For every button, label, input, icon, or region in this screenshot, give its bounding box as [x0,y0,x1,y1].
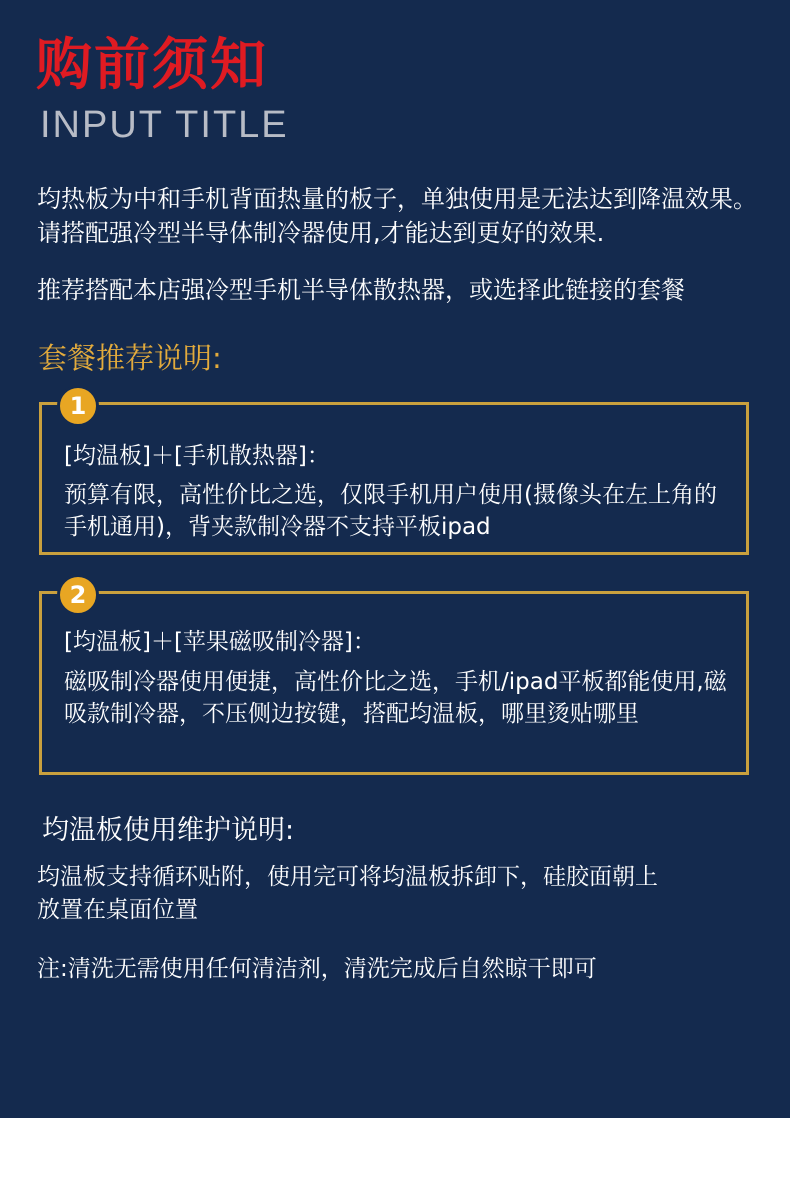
package-number-badge-1: 1 [57,385,99,427]
maintenance-heading: 均温板使用维护说明: [42,815,295,846]
package-section-heading: 套餐推荐说明: [38,341,222,375]
maintenance-paragraph: 均温板支持循环贴附，使用完可将均温板拆卸下，硅胶面朝上放置在桌面位置 [37,864,658,923]
package-description-1: 预算有限，高性价比之选，仅限手机用户使用(摄像头在左上角的手机通用)，背夹款制冷器不支持平板ipad [64,482,717,540]
page-subtitle: INPUT TITLE [40,104,289,146]
cleaning-note: 注:清洗无需使用任何清洁剂，清洗完成后自然晾干即可 [37,956,597,982]
recommendation-paragraph: 推荐搭配本店强冷型手机半导体散热器，或选择此链接的套餐 [37,276,685,304]
page-title: 购前须知 [36,33,268,98]
package-name-1: [均温板]＋[手机散热器]： [64,443,330,469]
intro-paragraph: 均热板为中和手机背面热量的板子，单独使用是无法达到降温效果。请搭配强冷型半导体制冷器使用,才能达到更好的效果. [37,185,757,247]
package-description-2: 磁吸制冷器使用便捷，高性价比之选，手机/ipad平板都能使用,磁吸款制冷器，不压侧边按键，搭配均温板，哪里烫贴哪里 [64,669,727,727]
package-name-2: [均温板]＋[苹果磁吸制冷器]： [64,629,376,655]
package-number-badge-2: 2 [57,574,99,616]
